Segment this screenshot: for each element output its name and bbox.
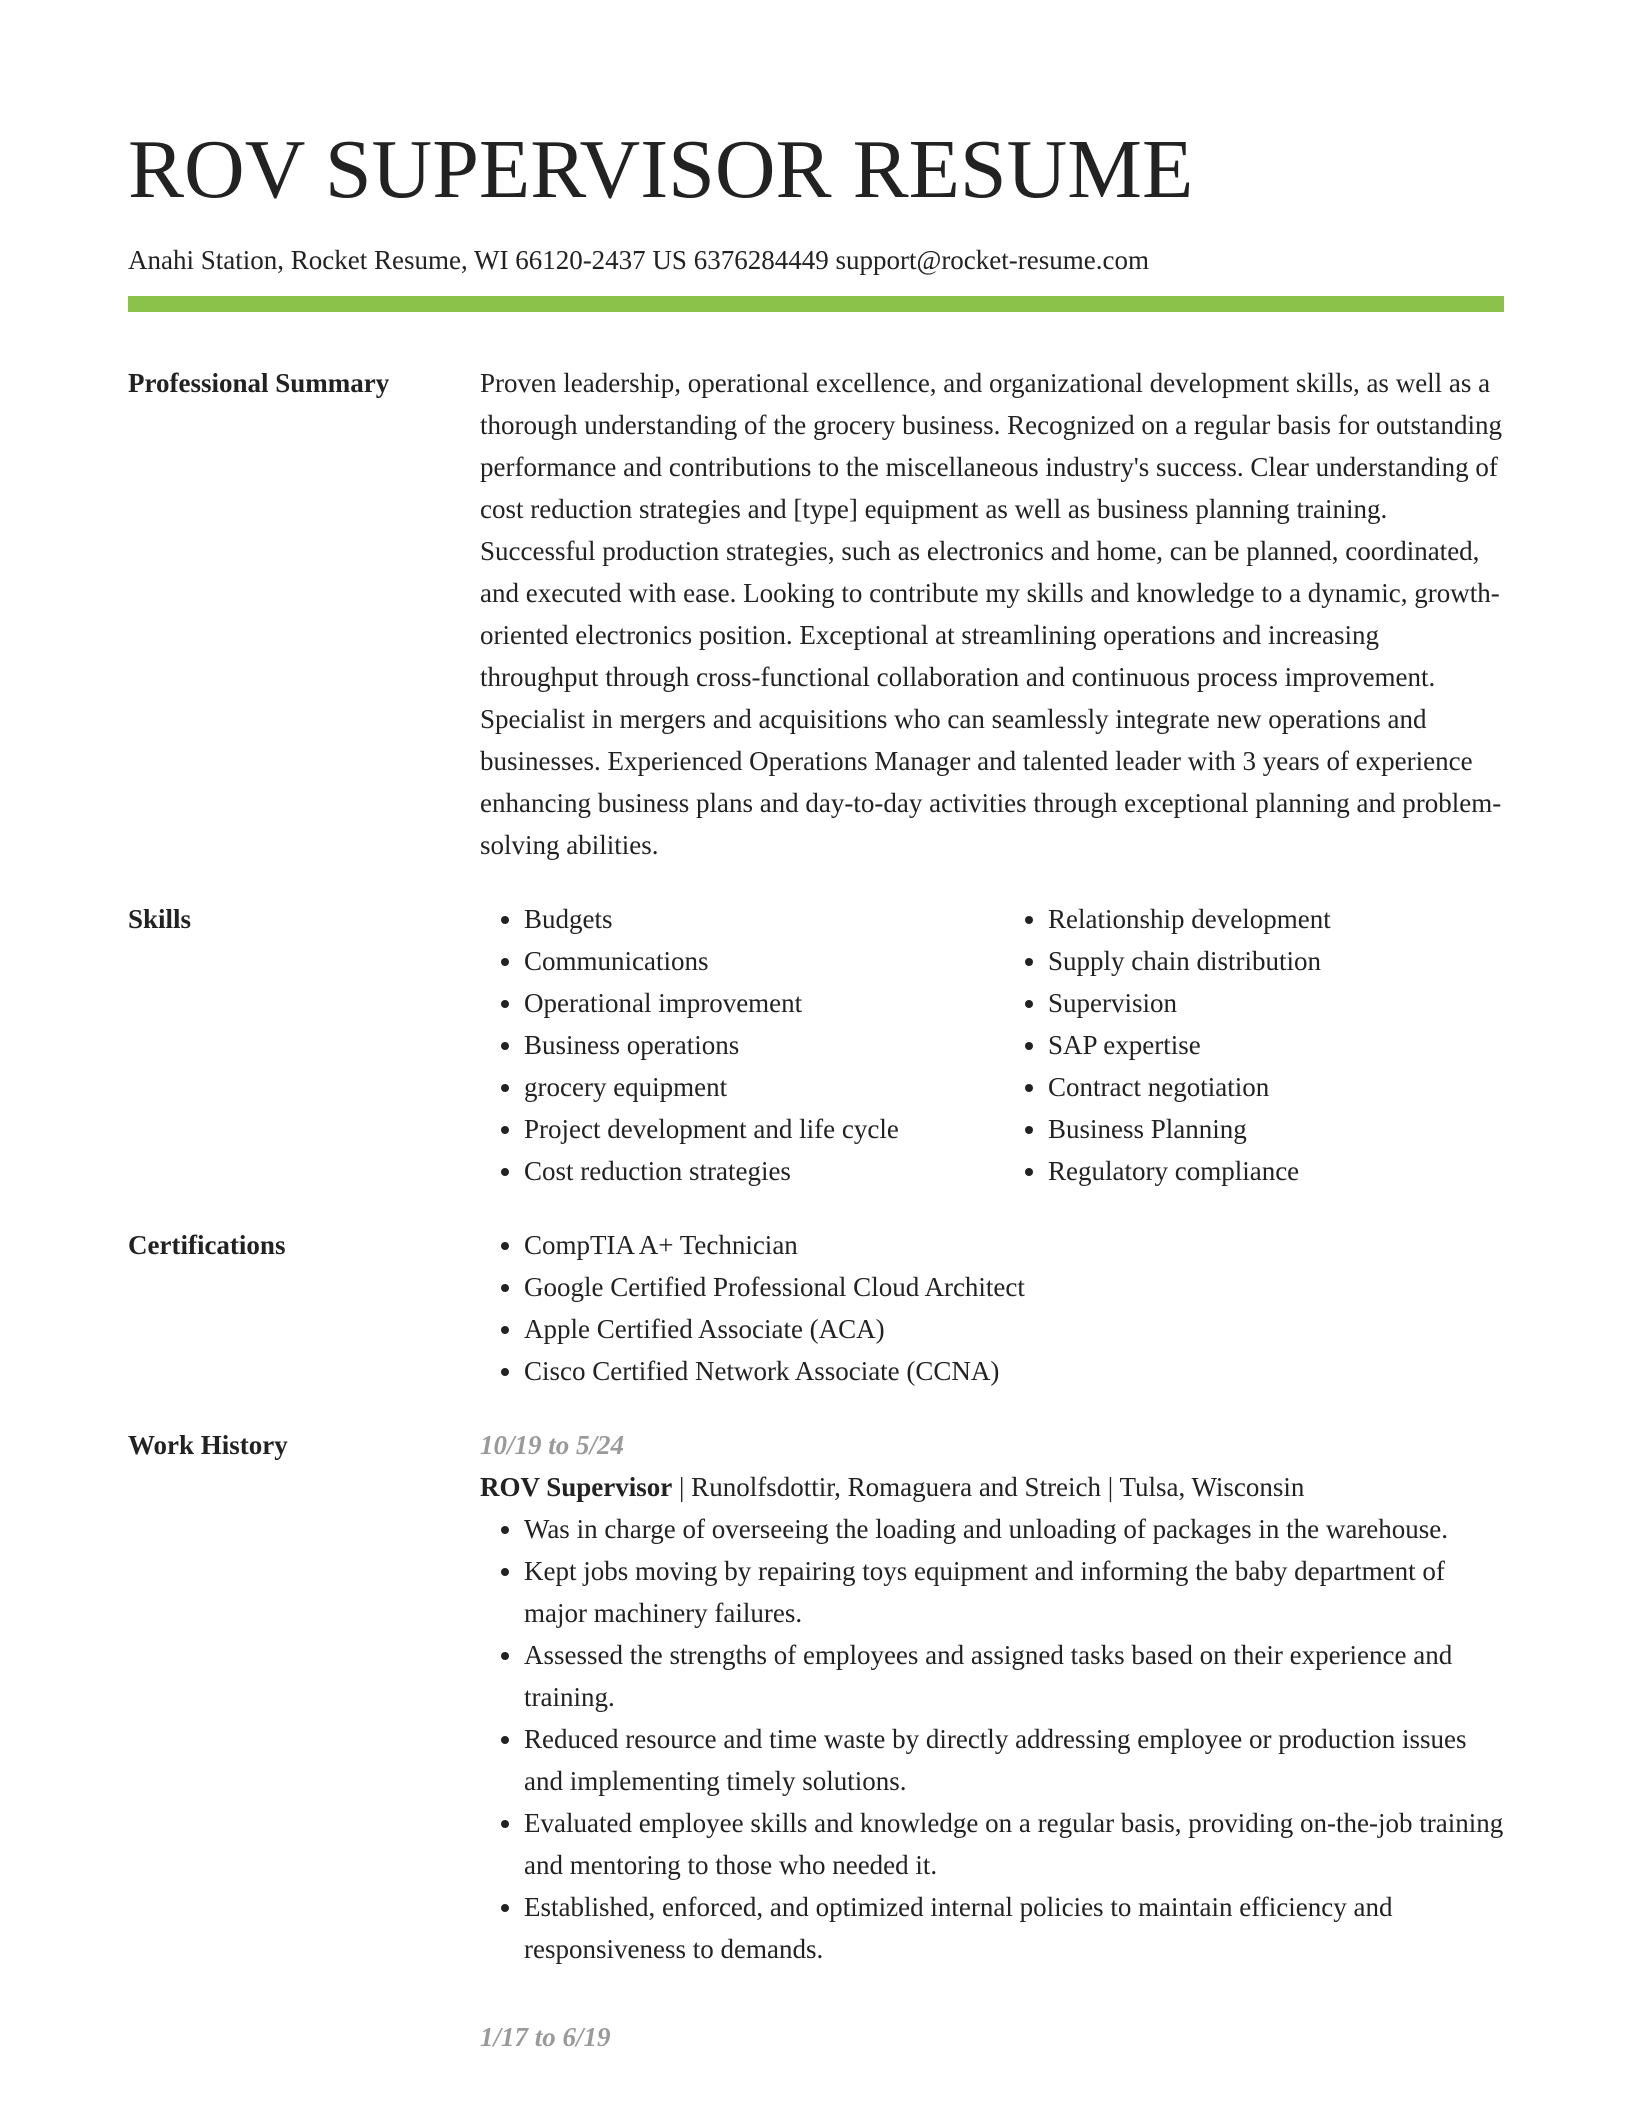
certification-item: • Google Certified Professional Cloud Architect bbox=[524, 1266, 1504, 1308]
job-duty: • Assessed the strengths of employees and assigned tasks based on their experience and training. bbox=[524, 1634, 1504, 1718]
summary-text: Proven leadership, operational excellence, and organizational development skills, as well as a thorough understanding of the grocery business. Recognized on a regular basis for outstanding performance and contributions to the miscellaneous industry's success. Clear understanding of cost reduction strategies and [type] equipment as well as business planning training. Successful production strategies, such as electronics and home, can be planned, coordinated, and executed with ease. Looking to contribute my skills and knowledge to a dynamic, growth-oriented electronics position. Exceptional at streamlining operations and increasing throughput through cross-functional collaboration and continuous process improvement. Specialist in mergers and acquisitions who can seamlessly integrate new operations and businesses. Experienced Operations Manager and talented leader with 3 years of experience enhancing business plans and day-to-day activities through exceptional planning and problem-solving abilities. bbox=[480, 368, 1503, 860]
contact-phone: 6376284449 bbox=[693, 245, 829, 275]
work-history-heading: Work History bbox=[128, 1430, 288, 1460]
resume-title: ROV SUPERVISOR RESUME bbox=[128, 123, 1194, 216]
skill-item: • Operational improvement bbox=[524, 982, 984, 1024]
job-title: ROV Supervisor bbox=[480, 1472, 673, 1502]
skill-item: • Contract negotiation bbox=[1048, 1066, 1508, 1108]
job-dates: 10/19 to 5/24 bbox=[480, 1430, 625, 1460]
skills-section bbox=[128, 898, 1504, 1192]
job-duty: • Evaluated employee skills and knowledge on a regular basis, providing on-the-job training and mentoring to those who needed it. bbox=[524, 1802, 1504, 1886]
resume-page bbox=[128, 118, 1504, 2058]
skills-list-right bbox=[1004, 898, 1508, 1192]
skill-item: • Relationship development bbox=[1048, 898, 1508, 940]
certification-item: • CompTIA A+ Technician bbox=[524, 1224, 1504, 1266]
job-entry bbox=[480, 1424, 1504, 1970]
summary-heading: Professional Summary bbox=[128, 368, 390, 398]
contact-email: support@rocket-resume.com bbox=[835, 245, 1149, 275]
job-duty: • Established, enforced, and optimized internal policies to maintain efficiency and responsiveness to demands. bbox=[524, 1886, 1504, 1970]
work-history-section bbox=[128, 1424, 1504, 2058]
certifications-heading: Certifications bbox=[128, 1230, 286, 1260]
certification-item: • Cisco Certified Network Associate (CCNA) bbox=[524, 1350, 1504, 1392]
skill-item: • Business Planning bbox=[1048, 1108, 1508, 1150]
contact-line bbox=[128, 242, 1504, 278]
job-duty: • Was in charge of overseeing the loading and unloading of packages in the warehouse. bbox=[524, 1508, 1504, 1550]
job-heading bbox=[480, 1466, 1504, 1508]
skill-item: • Project development and life cycle bbox=[524, 1108, 984, 1150]
skill-item: • Regulatory compliance bbox=[1048, 1150, 1508, 1192]
skill-item: • Cost reduction strategies bbox=[524, 1150, 984, 1192]
skill-item: • Supervision bbox=[1048, 982, 1508, 1024]
skill-item: • Supply chain distribution bbox=[1048, 940, 1508, 982]
job-duty: • Kept jobs moving by repairing toys equipment and informing the baby department of major machinery failures. bbox=[524, 1550, 1504, 1634]
skill-item: • Budgets bbox=[524, 898, 984, 940]
contact-address: Anahi Station, Rocket Resume, WI 66120-2437 US bbox=[128, 245, 687, 275]
job-company-location: | Runolfsdottir, Romaguera and Streich | Tulsa, Wisconsin bbox=[672, 1472, 1305, 1502]
skill-item: • SAP expertise bbox=[1048, 1024, 1508, 1066]
skill-item: • grocery equipment bbox=[524, 1066, 984, 1108]
skill-item: • Communications bbox=[524, 940, 984, 982]
header-divider bbox=[128, 296, 1504, 312]
job-entry bbox=[480, 2016, 1504, 2058]
certification-item: • Apple Certified Associate (ACA) bbox=[524, 1308, 1504, 1350]
certifications-list bbox=[480, 1224, 1504, 1392]
skills-heading: Skills bbox=[128, 904, 192, 934]
certifications-section bbox=[128, 1224, 1504, 1392]
summary-section bbox=[128, 362, 1504, 866]
job-duties-list bbox=[480, 1508, 1504, 1970]
skills-list-left bbox=[480, 898, 984, 1192]
job-duty: • Reduced resource and time waste by directly addressing employee or production issues and implementing timely solutions. bbox=[524, 1718, 1504, 1802]
skill-item: • Business operations bbox=[524, 1024, 984, 1066]
job-dates: 1/17 to 6/19 bbox=[480, 2022, 611, 2052]
